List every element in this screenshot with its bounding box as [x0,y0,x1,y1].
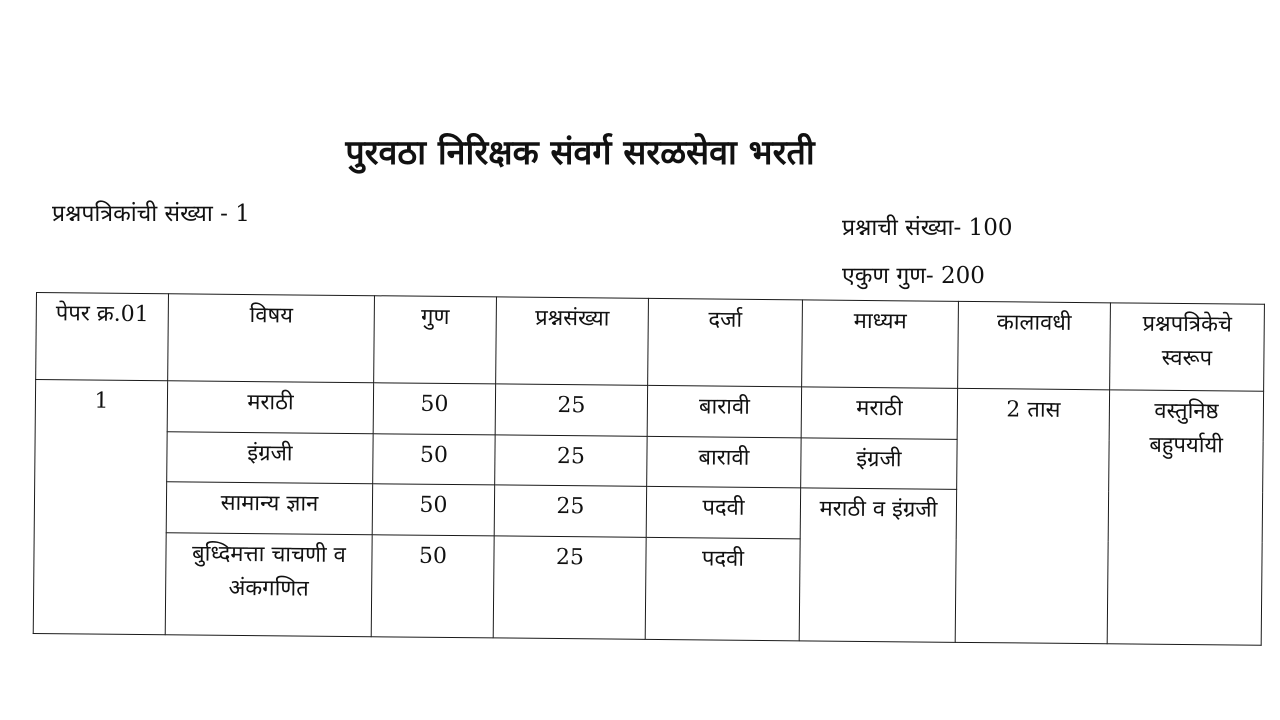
marks-cell: 50 [373,433,495,485]
question-count-cell: 25 [493,536,646,640]
question-count-text: प्रश्नाची संख्या- 100 [842,215,1013,241]
header-duration: कालावधी [958,301,1111,389]
exam-pattern-table [33,292,1265,646]
question-count-cell: 25 [494,485,646,537]
medium-cell: मराठी व इंग्रजी [799,488,956,642]
level-cell: पदवी [645,537,800,641]
header-question-count: प्रश्नसंख्या [496,297,649,385]
level-cell: बारावी [647,436,801,488]
question-count-cell: 25 [495,384,647,436]
medium-cell: मराठी [801,387,957,439]
level-cell: पदवी [646,487,800,539]
paper-count-text: प्रश्नपत्रिकांची संख्या - 1 [52,201,250,227]
header-subject: विषय [168,294,375,383]
subject-cell: सामान्य ज्ञान [166,482,372,535]
header-marks: गुण [374,296,497,384]
subject-cell: इंग्रजी [167,431,373,484]
header-paper-no: पेपर क्र.01 [36,293,169,381]
header-medium: माध्यम [802,300,959,388]
header-level: दर्जा [648,298,803,386]
header-format: प्रश्नपत्रिकेचे स्वरूप [1110,303,1265,391]
page-title: पुरवठा निरिक्षक संवर्ग सरळसेवा भरती [345,133,815,173]
total-marks-text: एकुण गुण- 200 [842,263,985,289]
level-cell: बारावी [647,385,801,437]
subject-cell: बुध्दिमत्ता चाचणी व अंकगणित [165,532,372,636]
table-header-row [36,293,1265,392]
format-cell: वस्तुनिष्ठ बहुपर्यायी [1107,390,1263,645]
medium-cell: इंग्रजी [801,437,957,489]
duration-cell: 2 तास [955,388,1109,643]
paper-number-cell: 1 [33,380,167,635]
question-count-cell: 25 [495,434,647,486]
marks-cell: 50 [372,484,494,536]
marks-cell: 50 [373,383,495,435]
exam-pattern-table-wrapper [33,292,1264,646]
marks-cell: 50 [371,534,494,637]
subject-cell: मराठी [167,381,373,434]
